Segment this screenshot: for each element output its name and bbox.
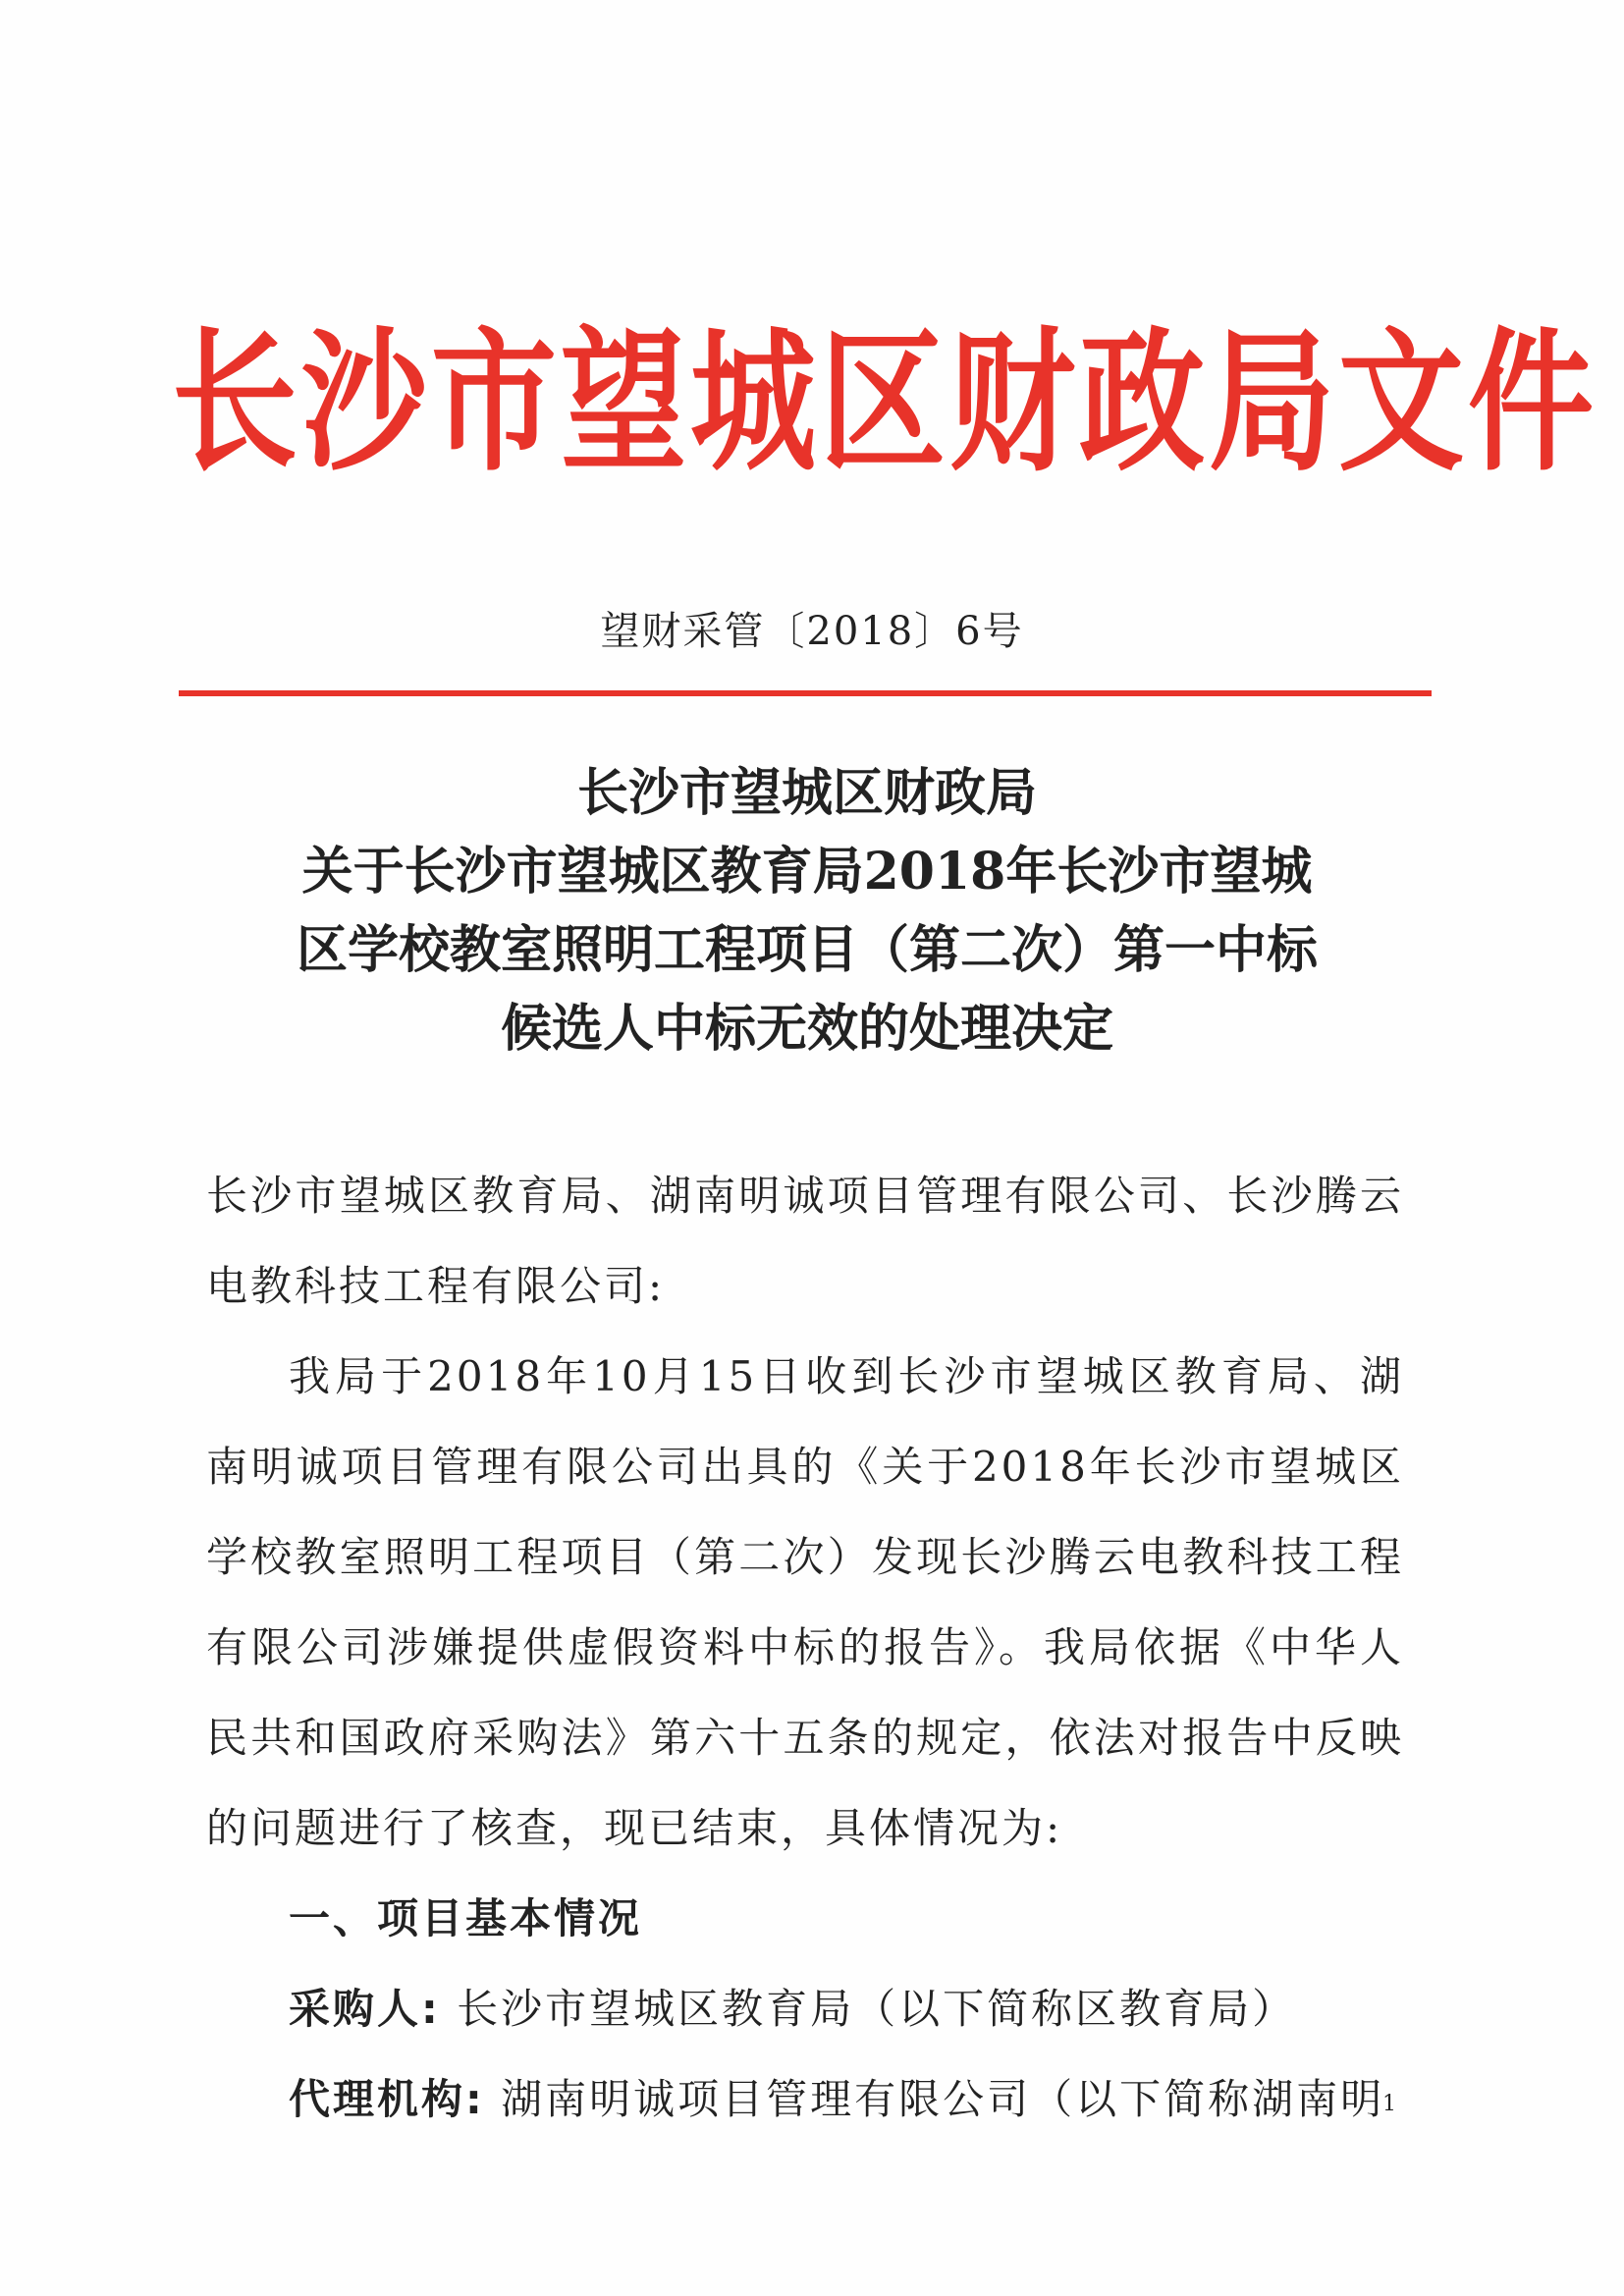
agency-value: 湖南明诚项目管理有限公司（以下简称湖南明 bbox=[501, 2075, 1385, 2123]
agency-line bbox=[206, 2054, 1404, 2145]
red-divider bbox=[179, 690, 1432, 696]
title-line-1: 长沙市望城区财政局 bbox=[576, 763, 1037, 823]
document-number: 望财采管〔2018〕6号 bbox=[600, 609, 1024, 654]
title-line-3: 区学校教室照明工程项目（第二次）第一中标 bbox=[296, 920, 1318, 980]
purchaser-line bbox=[206, 1964, 1404, 2054]
masthead-title: 长沙市望城区财政局文件 bbox=[172, 314, 1598, 493]
purchaser-value: 长沙市望城区教育局（以下简称区教育局） bbox=[457, 1985, 1297, 2033]
section-1-heading: 一、项目基本情况 bbox=[289, 1894, 643, 1942]
purchaser-label: 采购人: bbox=[289, 1985, 441, 2033]
title-line-4: 候选人中标无效的处理决定 bbox=[500, 999, 1113, 1059]
document-title bbox=[187, 754, 1428, 1068]
document-body bbox=[206, 1151, 1404, 2145]
title-line-2: 关于长沙市望城区教育局2018年长沙市望城 bbox=[301, 842, 1313, 902]
page-number: 1 bbox=[1382, 2092, 1396, 2116]
addressees: 长沙市望城区教育局、湖南明诚项目管理有限公司、长沙腾云电教科技工程有限公司: bbox=[206, 1172, 1404, 1310]
body-paragraph-1: 我局于2018年10月15日收到长沙市望城区教育局、湖南明诚项目管理有限公司出具的《关于2018年长沙市望城区学校教室照明工程项目（第二次）发现长沙腾云电教科技工程有限公司涉嫌提供虚假资料中标的报告》。我局依据《中华人民共和国政府采购法》第六十五条的规定，依法对报告中反映的问题进行了核查，现已结束，具体情况为: bbox=[206, 1352, 1404, 1852]
agency-label: 代理机构: bbox=[289, 2075, 485, 2123]
